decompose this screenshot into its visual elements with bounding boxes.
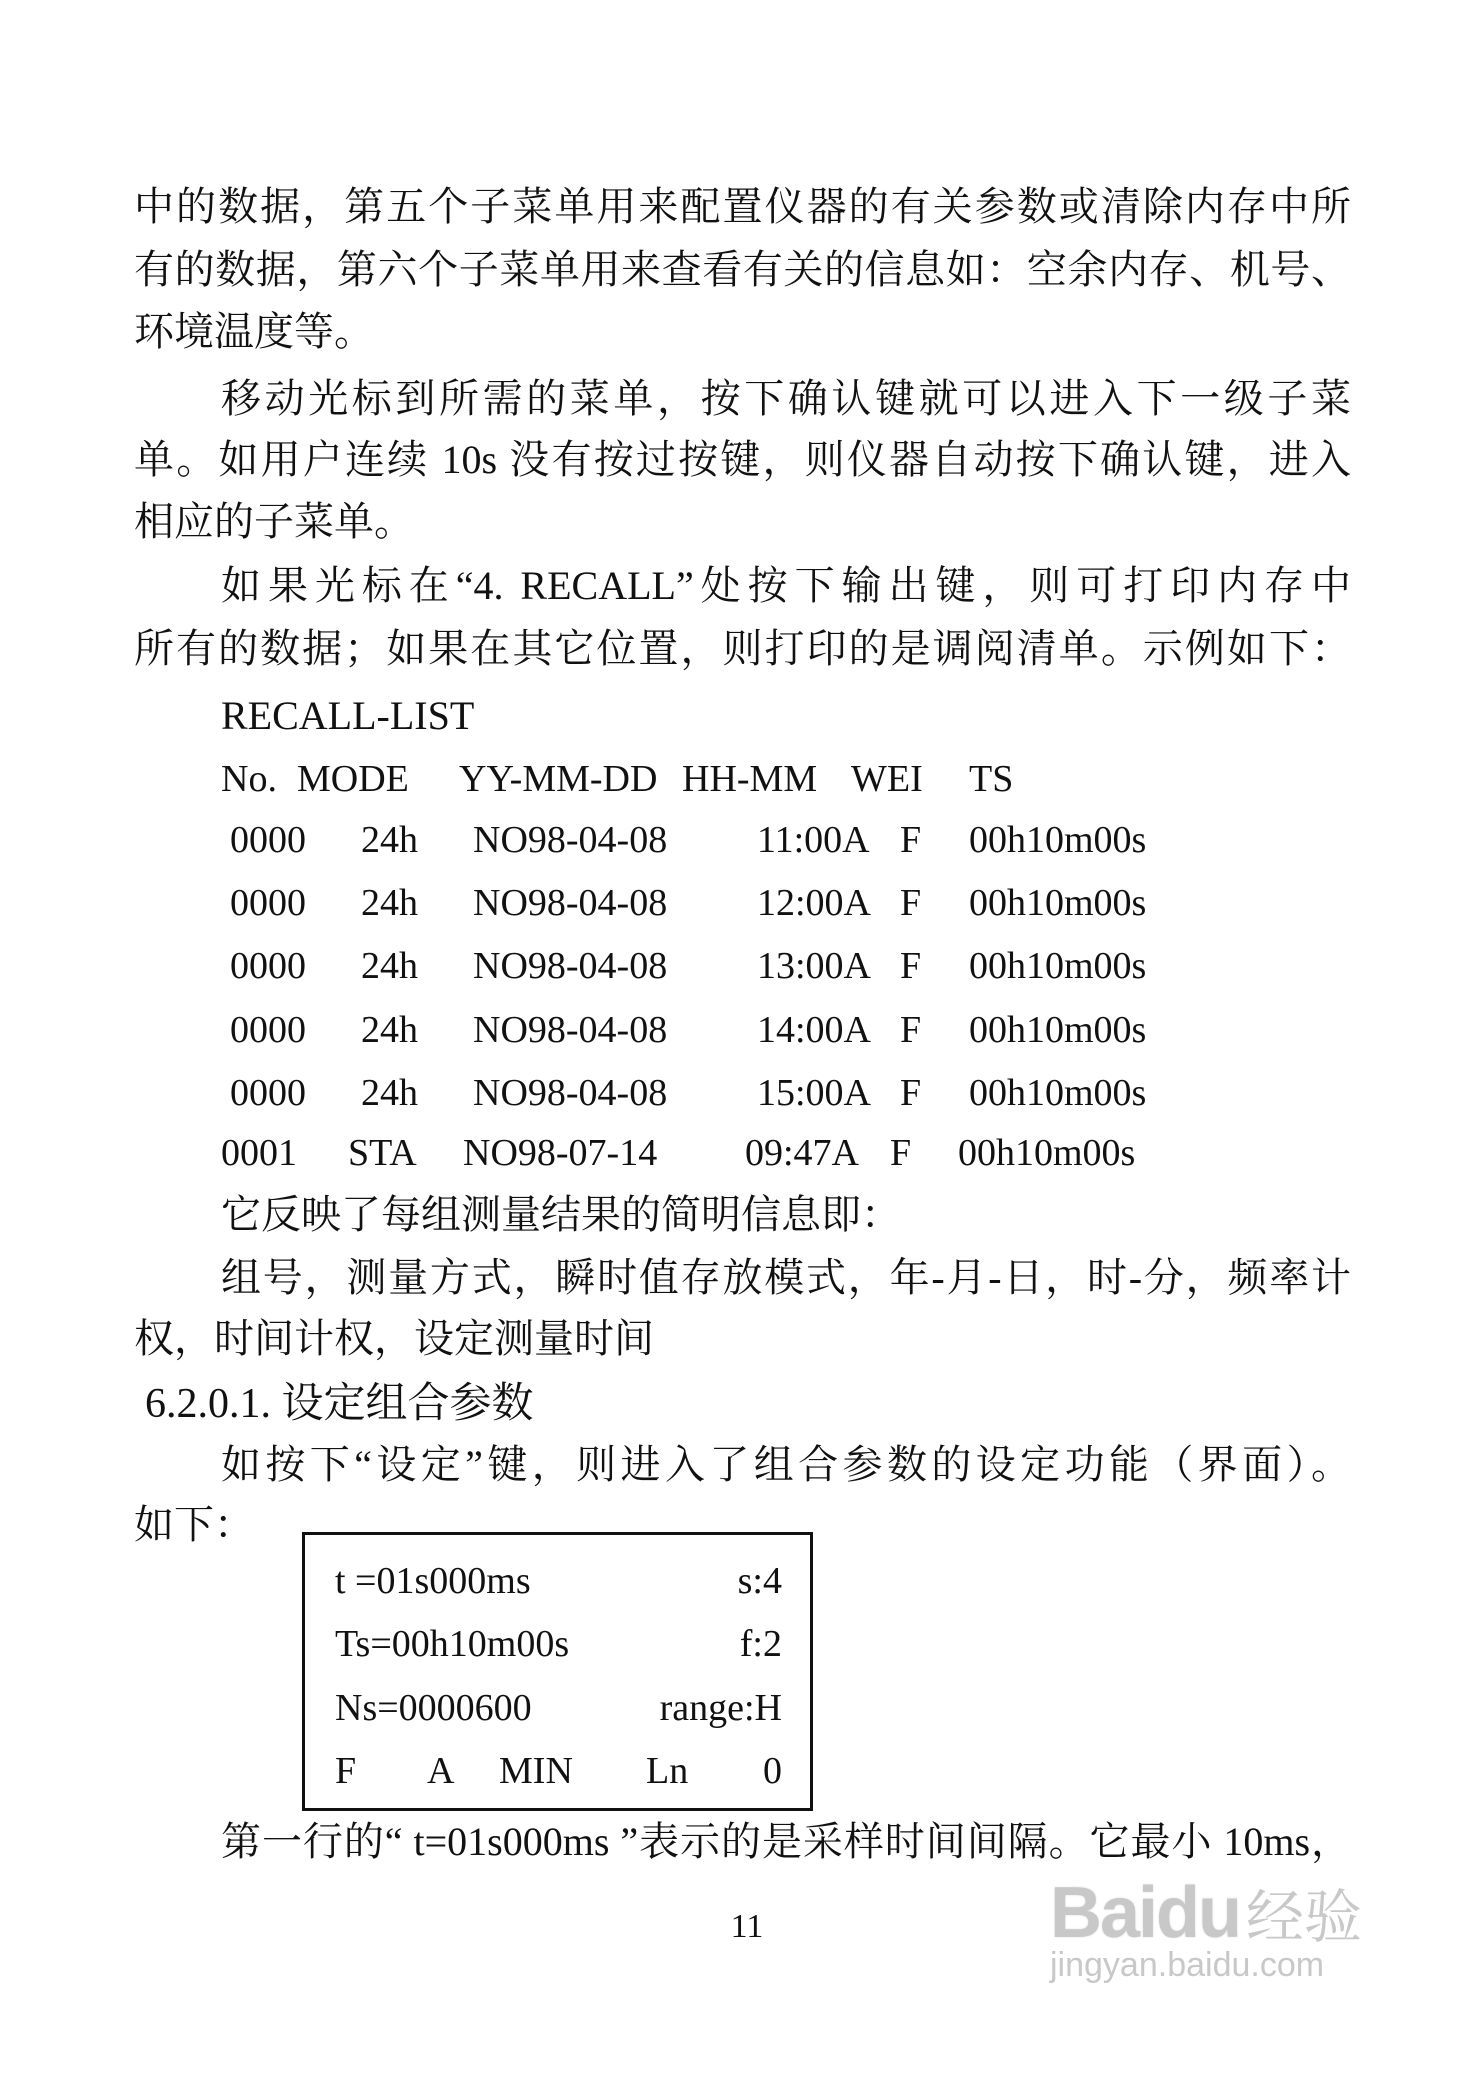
paragraph-line: 如果光标在“4. RECALL”处按下输出键，则可打印内存中: [221, 563, 1351, 608]
row-time: 14:00A: [757, 1009, 871, 1051]
row-date: NO98-07-14: [463, 1132, 658, 1174]
paragraph-line: 第一行的“ t=01s000ms ”表示的是采样时间间隔。它最小 10ms，: [221, 1819, 1351, 1864]
row-date: NO98-04-08: [473, 882, 668, 924]
watermark-cn: 经验: [1246, 1885, 1363, 1950]
row-mode: 24h: [361, 1009, 418, 1051]
row-wei: F: [900, 1072, 922, 1114]
paragraph-line: 组号，测量方式，瞬时值存放模式，年-月-日，时-分，频率计: [221, 1255, 1351, 1300]
display-row: [335, 1740, 782, 1802]
header-wei: WEI: [851, 758, 923, 800]
ts-value: Ts=00h10m00s: [335, 1623, 570, 1665]
row-mode: 24h: [361, 1072, 418, 1114]
row-ts: 00h10m00s: [969, 1072, 1147, 1114]
row-date: NO98-04-08: [473, 1009, 668, 1051]
row-ts: 00h10m00s: [969, 819, 1147, 861]
page-number: 11: [730, 1908, 764, 1945]
paragraph-line: 单。如用户连续 10s 没有按过按键，则仪器自动按下确认键，进入: [134, 437, 1351, 482]
row-date: NO98-04-08: [473, 945, 668, 987]
row-time: 15:00A: [757, 1072, 871, 1114]
row-date: NO98-04-08: [473, 819, 668, 861]
row-ts: 00h10m00s: [969, 945, 1147, 987]
paragraph-line: 移动光标到所需的菜单，按下确认键就可以进入下一级子菜: [221, 376, 1351, 421]
row-time: 12:00A: [757, 882, 871, 924]
f-value: f:2: [739, 1623, 782, 1665]
row-wei: F: [900, 945, 922, 987]
paragraph-line: 环境温度等。: [134, 309, 374, 354]
paragraph-line: 如按下“设定”键，则进入了组合参数的设定功能（界面）。: [221, 1442, 1351, 1487]
row-ts: 00h10m00s: [969, 1009, 1147, 1051]
row-no: 0000: [230, 945, 306, 987]
display-row: [335, 1677, 782, 1739]
header-time: HH-MM: [682, 758, 818, 800]
row-wei: F: [890, 1132, 912, 1174]
display-row: [335, 1550, 782, 1612]
display-row: [335, 1613, 782, 1675]
section-heading: 6.2.0.1. 设定组合参数: [145, 1381, 534, 1427]
row-wei: F: [900, 882, 922, 924]
baidu-logo: Baidu: [1050, 1873, 1241, 1953]
header-mode: MODE: [297, 758, 409, 800]
ns-value: Ns=0000600: [335, 1687, 532, 1729]
row-mode: 24h: [361, 819, 418, 861]
paragraph-line: 权，时间计权，设定测量时间: [134, 1316, 654, 1361]
baidu-jingyan-watermark: [1050, 1870, 1362, 1985]
ln-label: Ln: [646, 1750, 689, 1792]
header-date: YY-MM-DD: [459, 758, 658, 800]
paragraph-line: 它反映了每组测量结果的简明信息即：: [221, 1192, 901, 1237]
paragraph-line: 如下：: [134, 1502, 254, 1547]
row-wei: F: [900, 819, 922, 861]
recall-list-title: RECALL-LIST: [221, 693, 475, 738]
row-no: 0000: [230, 1072, 306, 1114]
paragraph-line: 相应的子菜单。: [134, 499, 414, 544]
row-no: 0000: [230, 882, 306, 924]
time-weight: A: [427, 1750, 455, 1792]
row-mode: STA: [348, 1132, 417, 1174]
ln-value: 0: [763, 1750, 782, 1792]
paragraph-line: 中的数据，第五个子菜单用来配置仪器的有关参数或清除内存中所: [134, 184, 1351, 229]
row-time: 09:47A: [745, 1132, 859, 1174]
row-ts: 00h10m00s: [958, 1132, 1136, 1174]
row-no: 0000: [230, 819, 306, 861]
row-date: NO98-04-08: [473, 1072, 668, 1114]
watermark-url: jingyan.baidu.com: [1050, 1946, 1325, 1984]
header-ts: TS: [969, 758, 1014, 800]
paragraph-line: 所有的数据；如果在其它位置，则打印的是调阅清单。示例如下：: [134, 626, 1351, 671]
range-value: range:H: [659, 1687, 782, 1729]
row-time: 11:00A: [757, 819, 870, 861]
row-wei: F: [900, 1009, 922, 1051]
row-time: 13:00A: [757, 945, 871, 987]
row-no: 0000: [230, 1009, 306, 1051]
lcd-display-box: [302, 1532, 813, 1811]
row-mode: 24h: [361, 945, 418, 987]
header-no: No.: [221, 758, 277, 800]
row-no: 0001: [221, 1132, 297, 1174]
freq-weight: F: [335, 1750, 357, 1792]
row-mode: 24h: [361, 882, 418, 924]
row-ts: 00h10m00s: [969, 882, 1147, 924]
s-value: s:4: [737, 1560, 782, 1602]
mode-min: MIN: [499, 1750, 573, 1792]
sample-interval: t =01s000ms: [335, 1560, 531, 1602]
paragraph-line: 有的数据，第六个子菜单用来查看有关的信息如：空余内存、机号、: [134, 247, 1351, 292]
